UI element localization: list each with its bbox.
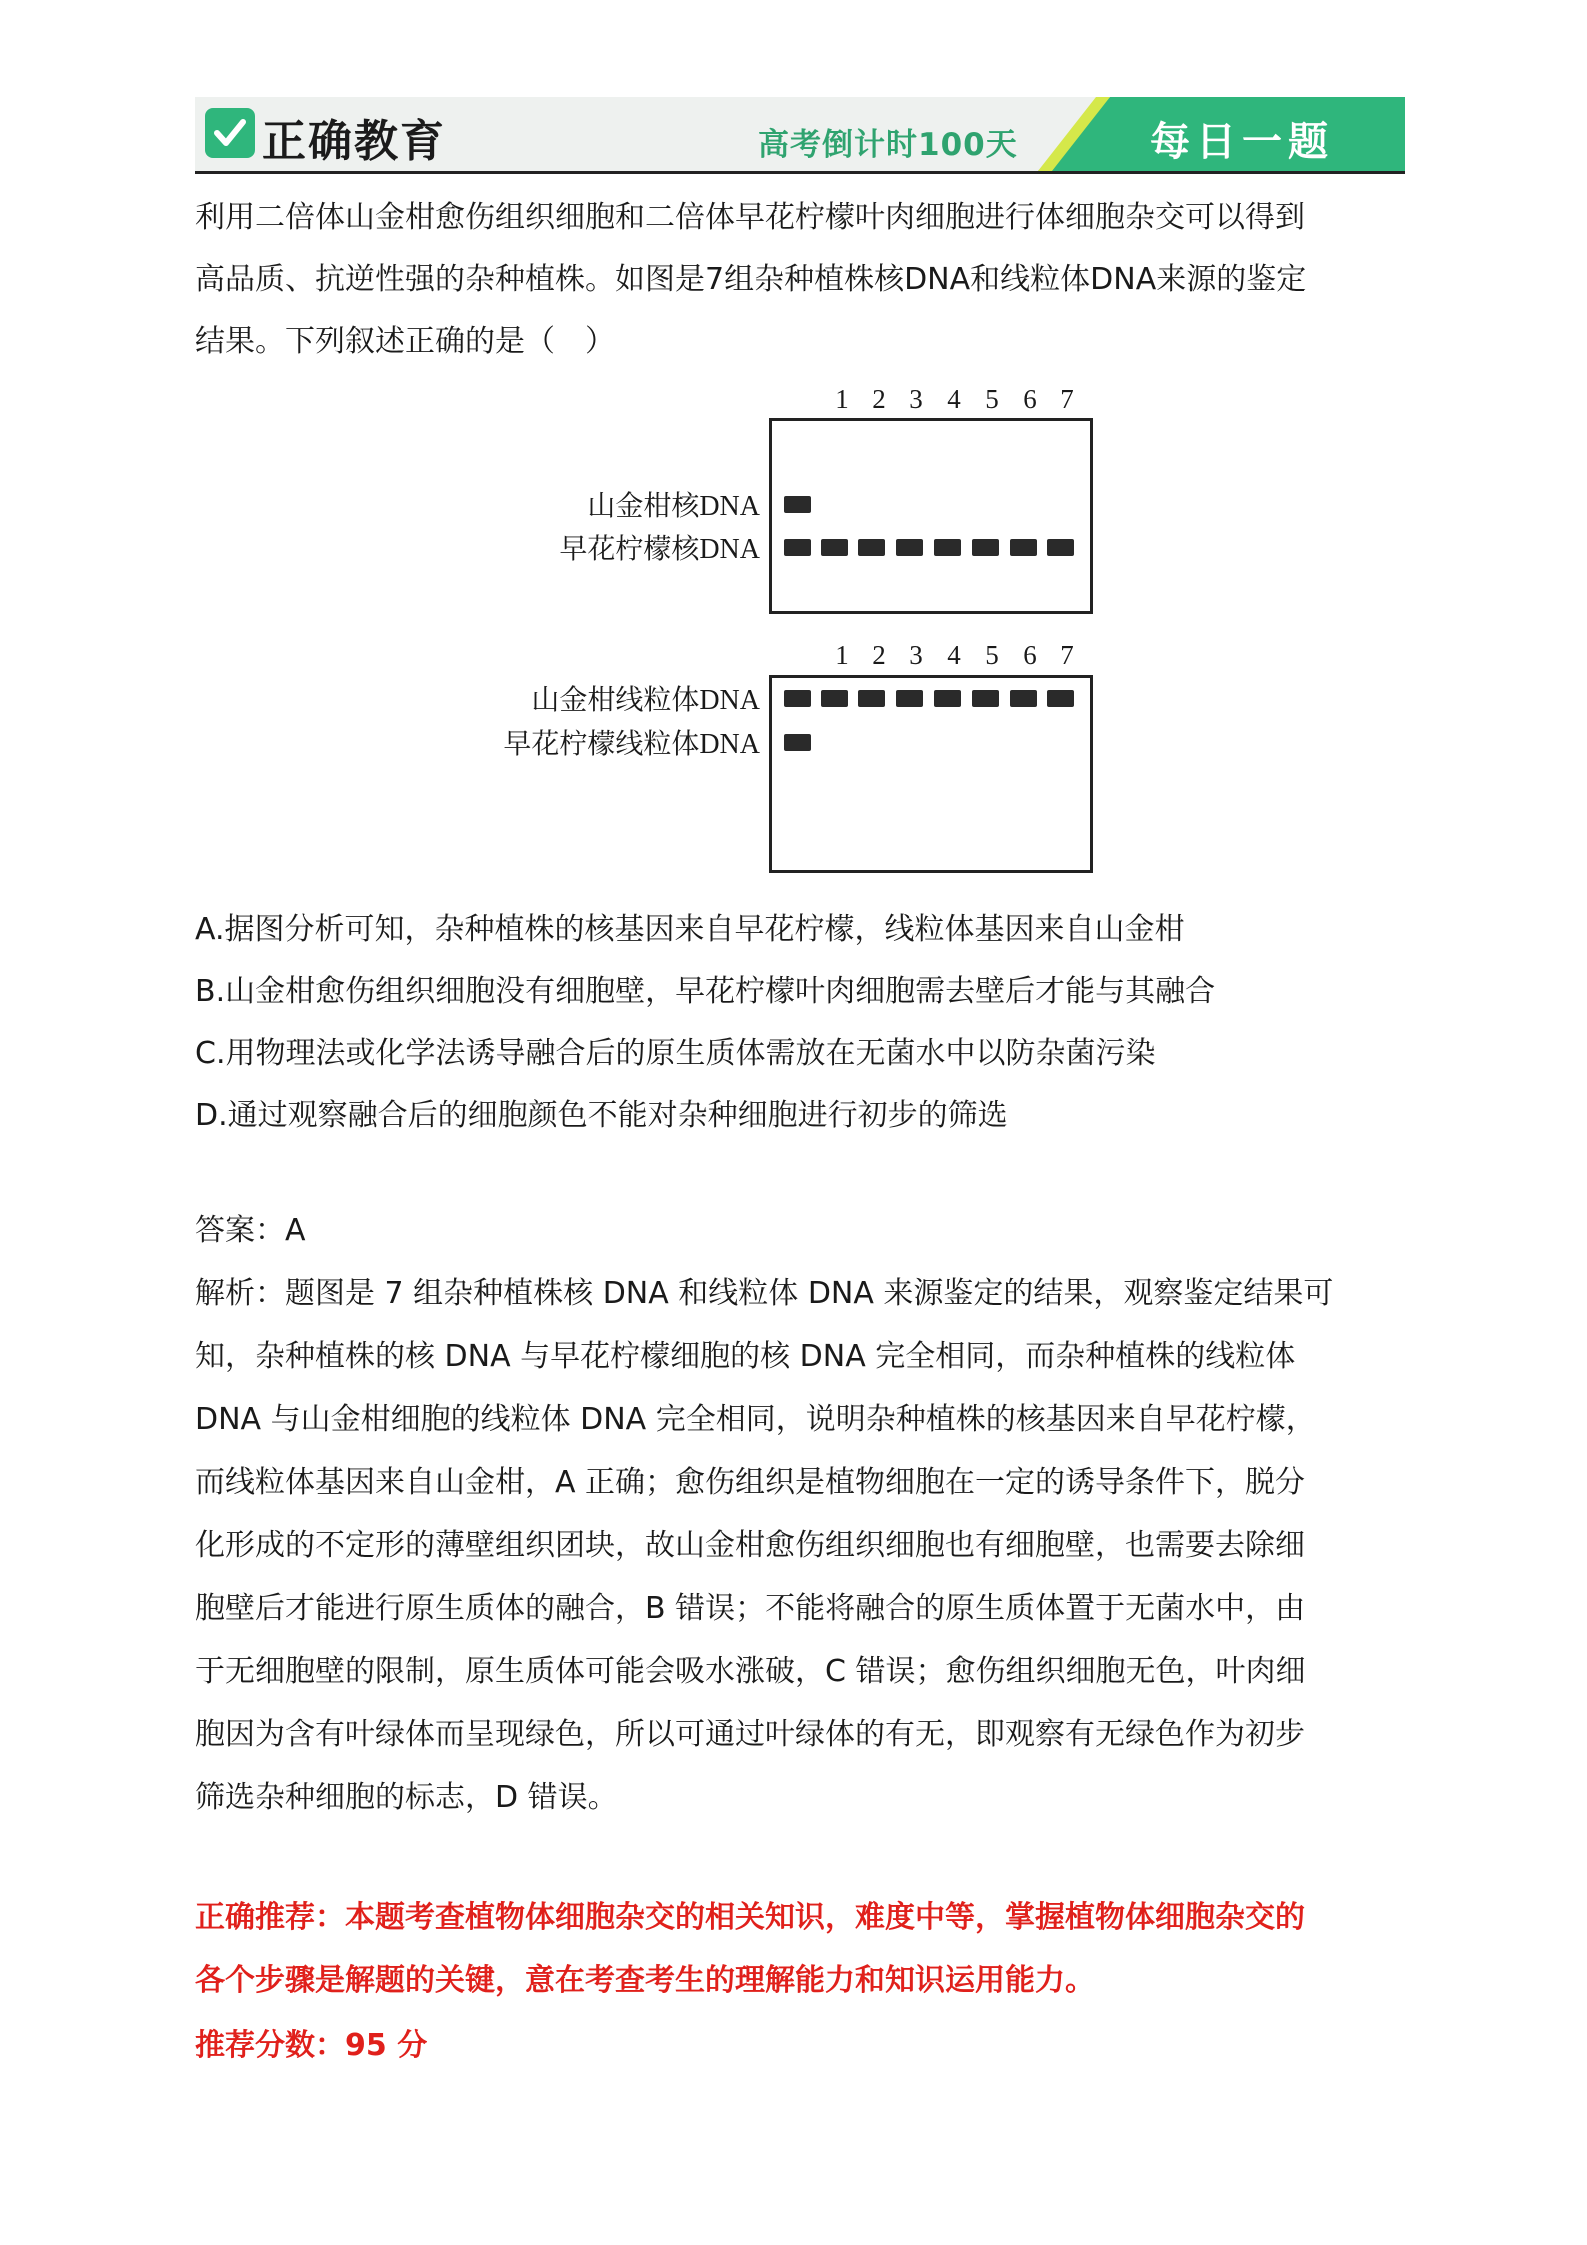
gel-band — [784, 539, 811, 556]
recommendation — [195, 1886, 1410, 2012]
gel-band — [972, 690, 999, 707]
explanation-line: DNA 与山金柑细胞的线粒体 DNA 完全相同，说明杂种植株的核基因来自早花柠檬， — [195, 1402, 1316, 1437]
lane-number: 2 — [872, 384, 886, 414]
gel-band — [858, 539, 885, 556]
gel-band — [972, 539, 999, 556]
lane-number: 6 — [1023, 384, 1037, 414]
lane-number: 1 — [835, 640, 849, 670]
gel-band — [896, 690, 923, 707]
gel-band — [1047, 539, 1074, 556]
gel-row-label: 早花柠檬线粒体DNA — [503, 729, 760, 760]
lane-number: 1 — [835, 384, 849, 414]
lane-number: 5 — [985, 640, 999, 670]
lane-number: 7 — [1060, 640, 1074, 670]
lane-number: 3 — [909, 384, 923, 414]
explanation-line: 筛选杂种细胞的标志，D 错误。 — [195, 1780, 618, 1815]
option-a: A.据图分析可知，杂种植株的核基因来自早花柠檬，线粒体基因来自山金柑 — [195, 912, 1185, 947]
lane-number: 3 — [909, 640, 923, 670]
explanation — [195, 1262, 1410, 1829]
gel-box — [769, 675, 1093, 873]
question-line: 高品质、抗逆性强的杂种植株。如图是7组杂种植株核DNA和线粒体DNA来源的鉴定 — [195, 262, 1307, 297]
explanation-line: 胞因为含有叶绿体而呈现绿色，所以可通过叶绿体的有无，即观察有无绿色作为初步 — [195, 1717, 1305, 1752]
explanation-line: 于无细胞壁的限制，原生质体可能会吸水涨破，C 错误；愈伤组织细胞无色，叶肉细 — [195, 1654, 1306, 1689]
explanation-line: 胞壁后才能进行原生质体的融合，B 错误；不能将融合的原生质体置于无菌水中，由 — [195, 1591, 1306, 1626]
answer: 答案：A — [195, 1213, 306, 1248]
gel-band — [784, 690, 811, 707]
explanation-line: 化形成的不定形的薄壁组织团块，故山金柑愈伤组织细胞也有细胞壁，也需要去除细 — [195, 1528, 1305, 1563]
gel-band — [1047, 690, 1074, 707]
gel-row-label: 早花柠檬核DNA — [559, 534, 760, 565]
gel-band — [1010, 690, 1037, 707]
question-line: 结果。下列叙述正确的是（ ） — [195, 324, 615, 359]
option-d: D.通过观察融合后的细胞颜色不能对杂种细胞进行初步的筛选 — [195, 1098, 1008, 1133]
explanation-line: 而线粒体基因来自山金柑，A 正确；愈伤组织是植物细胞在一定的诱导条件下，脱分 — [195, 1465, 1306, 1500]
recommendation-line: 各个步骤是解题的关键，意在考查考生的理解能力和知识运用能力。 — [195, 1963, 1095, 1998]
lane-number: 5 — [985, 384, 999, 414]
gel-band — [934, 539, 961, 556]
recommended-score: 推荐分数：95 分 — [195, 2028, 428, 2063]
brand-name: 正确教育 — [262, 116, 446, 167]
daily-label: 每日一题 — [1150, 119, 1334, 165]
gel-band — [784, 734, 811, 751]
question-line: 利用二倍体山金柑愈伤组织细胞和二倍体早花柠檬叶肉细胞进行体细胞杂交可以得到 — [195, 200, 1305, 235]
explanation-line: 解析：题图是 7 组杂种植株核 DNA 和线粒体 DNA 来源鉴定的结果，观察鉴定结果可 — [195, 1276, 1334, 1311]
gel-row-label: 山金柑线粒体DNA — [531, 685, 760, 716]
gel-band — [858, 690, 885, 707]
recommendation-line: 正确推荐：本题考查植物体细胞杂交的相关知识，难度中等，掌握植物体细胞杂交的 — [195, 1900, 1305, 1935]
gel-band — [896, 539, 923, 556]
lane-number: 4 — [947, 640, 961, 670]
gel-band — [821, 690, 848, 707]
gel-box — [769, 418, 1093, 614]
question-stem — [195, 187, 1410, 373]
option-b: B.山金柑愈伤组织细胞没有细胞壁，早花柠檬叶肉细胞需去壁后才能与其融合 — [195, 974, 1216, 1009]
gel-band — [821, 539, 848, 556]
gel-band — [1010, 539, 1037, 556]
header-divider — [195, 171, 1405, 174]
countdown-text: 高考倒计时100天 — [758, 127, 1018, 163]
checkmark-icon — [205, 108, 255, 158]
gel-row-label: 山金柑核DNA — [587, 491, 760, 522]
lane-number: 7 — [1060, 384, 1074, 414]
gel-band — [934, 690, 961, 707]
explanation-line: 知，杂种植株的核 DNA 与早花柠檬细胞的核 DNA 完全相同，而杂种植株的线粒体 — [195, 1339, 1296, 1374]
lane-number: 4 — [947, 384, 961, 414]
option-c: C.用物理法或化学法诱导融合后的原生质体需放在无菌水中以防杂菌污染 — [195, 1036, 1156, 1071]
gel-band — [784, 496, 811, 513]
lane-number: 2 — [872, 640, 886, 670]
lane-number: 6 — [1023, 640, 1037, 670]
